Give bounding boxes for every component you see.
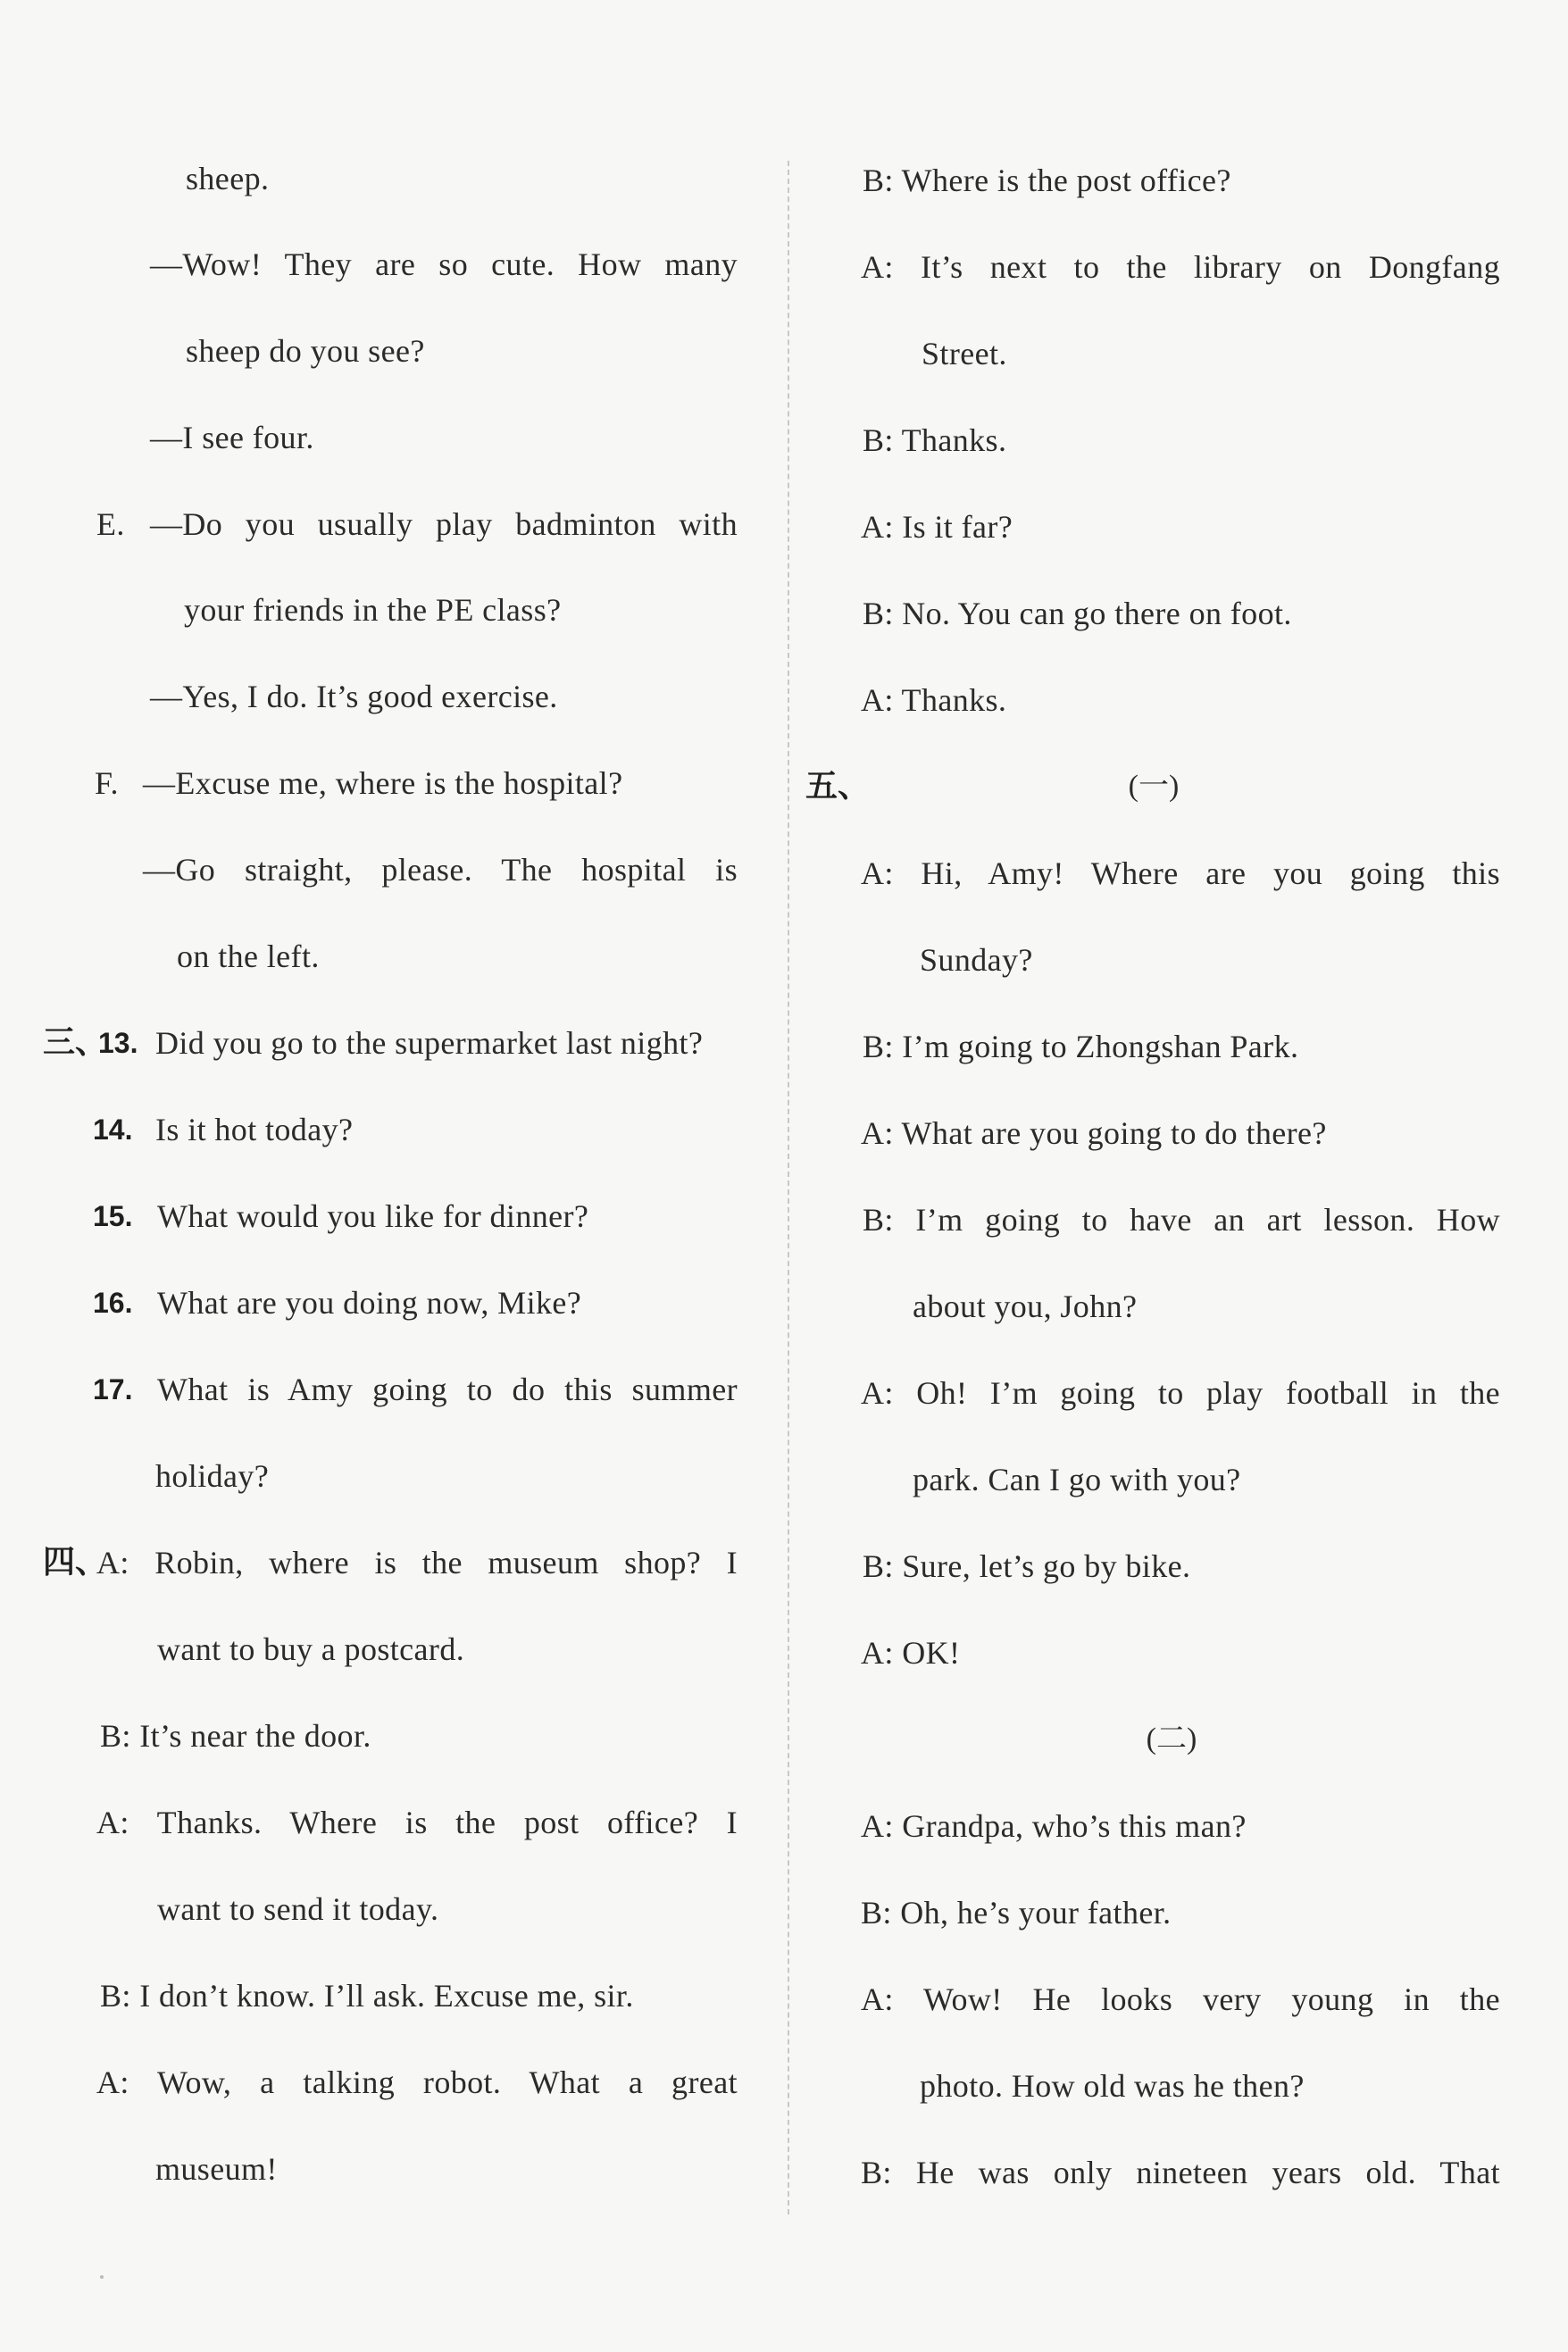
text-line-content: —Do you usually play badminton with xyxy=(150,506,738,542)
part-two-heading: (二) xyxy=(1146,1722,1197,1756)
dialogue-line xyxy=(861,247,1500,287)
question-number: 13. xyxy=(98,1027,138,1059)
text-line xyxy=(143,850,738,889)
question-text: What would you like for dinner? xyxy=(157,1198,589,1234)
dialogue-line xyxy=(861,2153,1500,2192)
part-one-heading: (一) xyxy=(1128,770,1180,803)
question-number: 16. xyxy=(93,1287,133,1319)
question-text: holiday? xyxy=(155,1458,270,1494)
dialogue-line: Street. xyxy=(922,336,1007,371)
dialogue-line-content: B: I’m going to have an art lesson. How xyxy=(863,1202,1500,1238)
dialogue-line: want to send it today. xyxy=(157,1891,439,1927)
dialogue-line: B: Where is the post office? xyxy=(863,163,1231,198)
dialogue-line-content: A: Wow, a talking robot. What a great xyxy=(96,2064,738,2100)
dialogue-line: A: OK! xyxy=(861,1635,961,1671)
dialogue-line: museum! xyxy=(155,2151,278,2187)
dialogue-line: A: Grandpa, who’s this man? xyxy=(861,1808,1247,1844)
text-line: your friends in the PE class? xyxy=(184,592,562,628)
dialogue-line-content: A: Thanks. Where is the post office? I xyxy=(96,1805,738,1840)
dialogue-line xyxy=(861,1373,1500,1413)
dialogue-line: B: I don’t know. I’ll ask. Excuse me, sir. xyxy=(100,1978,634,2014)
dialogue-line: B: No. You can go there on foot. xyxy=(863,596,1292,631)
dialogue-line: about you, John? xyxy=(913,1289,1138,1324)
text-line: —Excuse me, where is the hospital? xyxy=(143,765,623,801)
dialogue-line xyxy=(861,1980,1500,2019)
section-three-heading: 三、 xyxy=(43,1024,108,1061)
text-line xyxy=(150,245,738,284)
dialogue-line xyxy=(863,1200,1500,1239)
dialogue-line: photo. How old was he then? xyxy=(920,2068,1305,2104)
text-line: —Yes, I do. It’s good exercise. xyxy=(150,679,558,714)
dialogue-line-content: A: Hi, Amy! Where are you going this xyxy=(861,855,1500,891)
question-text: Is it hot today? xyxy=(155,1112,354,1147)
dialogue-line xyxy=(96,1543,738,1582)
question-text: Did you go to the supermarket last night? xyxy=(155,1025,704,1061)
text-line: sheep do you see? xyxy=(186,333,425,369)
dialogue-line: B: Sure, let’s go by bike. xyxy=(863,1548,1191,1584)
text-line-content: —Go straight, please. The hospital is xyxy=(143,852,738,888)
dialogue-line: Sunday? xyxy=(920,942,1033,978)
dialogue-line-content: A: Oh! I’m going to play football in the xyxy=(861,1375,1500,1411)
dialogue-line: A: Is it far? xyxy=(861,509,1013,545)
page-speck xyxy=(100,2275,104,2279)
dialogue-line-content: A: Wow! He looks very young in the xyxy=(861,1981,1500,2017)
text-line xyxy=(150,505,738,544)
text-line: sheep. xyxy=(186,161,270,196)
dialogue-line: park. Can I go with you? xyxy=(913,1462,1241,1497)
dialogue-line: want to buy a postcard. xyxy=(157,1631,465,1667)
question-text-content: What is Amy going to do this summer xyxy=(157,1372,738,1407)
dialogue-line: B: It’s near the door. xyxy=(100,1718,371,1754)
dialogue-line: A: Thanks. xyxy=(861,682,1007,718)
dialogue-line-content: A: Robin, where is the museum shop? I xyxy=(96,1545,738,1581)
option-label-f: F. xyxy=(95,765,119,801)
section-four-heading: 四、 xyxy=(43,1544,108,1581)
question-text: What are you doing now, Mike? xyxy=(157,1285,582,1321)
dialogue-line: A: What are you going to do there? xyxy=(861,1115,1327,1151)
question-number: 14. xyxy=(93,1113,133,1146)
dialogue-line xyxy=(96,1803,738,1842)
text-line-content: —Wow! They are so cute. How many xyxy=(150,246,738,282)
option-label-e: E. xyxy=(96,506,125,542)
dialogue-line xyxy=(96,2063,738,2102)
dialogue-line-content: B: He was only nineteen years old. That xyxy=(861,2155,1500,2190)
question-number: 17. xyxy=(93,1373,133,1405)
question-text xyxy=(157,1370,738,1409)
dialogue-line: B: Oh, he’s your father. xyxy=(861,1895,1172,1931)
text-line: on the left. xyxy=(177,938,320,974)
dialogue-line-content: A: It’s next to the library on Dongfang xyxy=(861,249,1500,285)
section-five-heading: 五、 xyxy=(805,768,871,805)
column-divider xyxy=(788,161,789,2214)
question-number: 15. xyxy=(93,1200,133,1232)
dialogue-line xyxy=(861,854,1500,893)
dialogue-line: B: Thanks. xyxy=(863,422,1007,458)
dialogue-line: B: I’m going to Zhongshan Park. xyxy=(863,1029,1299,1064)
text-line: —I see four. xyxy=(150,420,314,455)
